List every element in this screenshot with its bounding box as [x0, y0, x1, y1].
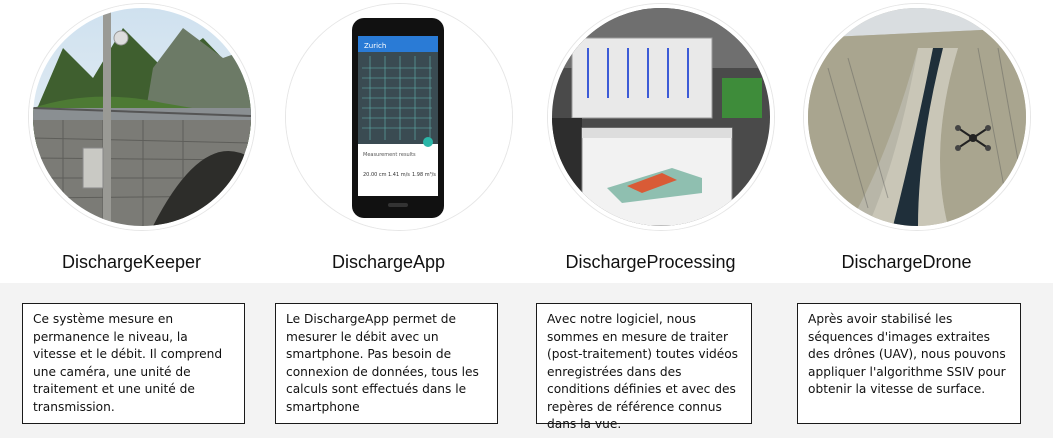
product-card-dischargekeeper[interactable]	[0, 0, 263, 283]
phone-value-2: 1.41 m/s	[388, 172, 410, 178]
phone-value-1: 20.00 cm	[363, 172, 387, 178]
smartphone-app-photo-icon	[286, 4, 512, 230]
description-box-dischargeapp	[275, 303, 498, 424]
phone-header: Zurich	[364, 42, 387, 50]
description-text: Avec notre logiciel, nous sommes en mesure de traiter (post-traitement) toutes vidéos enregistrées dans des conditions définies et avec des repères de référence connus dans la vue.	[547, 312, 738, 431]
product-title[interactable]: DischargeProcessing	[565, 252, 736, 272]
product-title[interactable]: DischargeApp	[331, 252, 446, 272]
product-card-dischargeprocessing[interactable]	[519, 0, 782, 283]
bridge-camera-photo-icon	[29, 4, 255, 230]
description-text: Le DischargeApp permet de mesurer le débit avec un smartphone. Pas besoin de connexion de données, tous les calculs sont effectués dans le smartphone	[286, 312, 479, 414]
drone-river-photo-icon	[804, 4, 1030, 230]
product-card-dischargeapp[interactable]	[257, 0, 520, 283]
product-title[interactable]: DischargeKeeper	[61, 252, 202, 272]
description-text: Ce système mesure en permanence le niveau, la vitesse et le débit. Il comprend une caméra, une unité de traitement et une unité de transmission.	[33, 312, 223, 414]
description-box-dischargeprocessing	[536, 303, 752, 431]
phone-value-3: 1.98 m³/s	[412, 172, 436, 178]
product-card-dischargedrone[interactable]	[775, 0, 1038, 283]
product-title[interactable]: DischargeDrone	[841, 252, 972, 272]
description-box-dischargedrone	[797, 303, 1021, 424]
description-text: Après avoir stabilisé les séquences d'images extraites des drônes (UAV), nous pouvons appliquer l'algorithme SSIV pour obtenir la vitesse de surface.	[808, 312, 1006, 396]
phone-panel-title: Measurement results	[363, 152, 416, 158]
software-screens-photo-icon	[548, 4, 774, 230]
description-box-dischargekeeper	[22, 303, 245, 424]
